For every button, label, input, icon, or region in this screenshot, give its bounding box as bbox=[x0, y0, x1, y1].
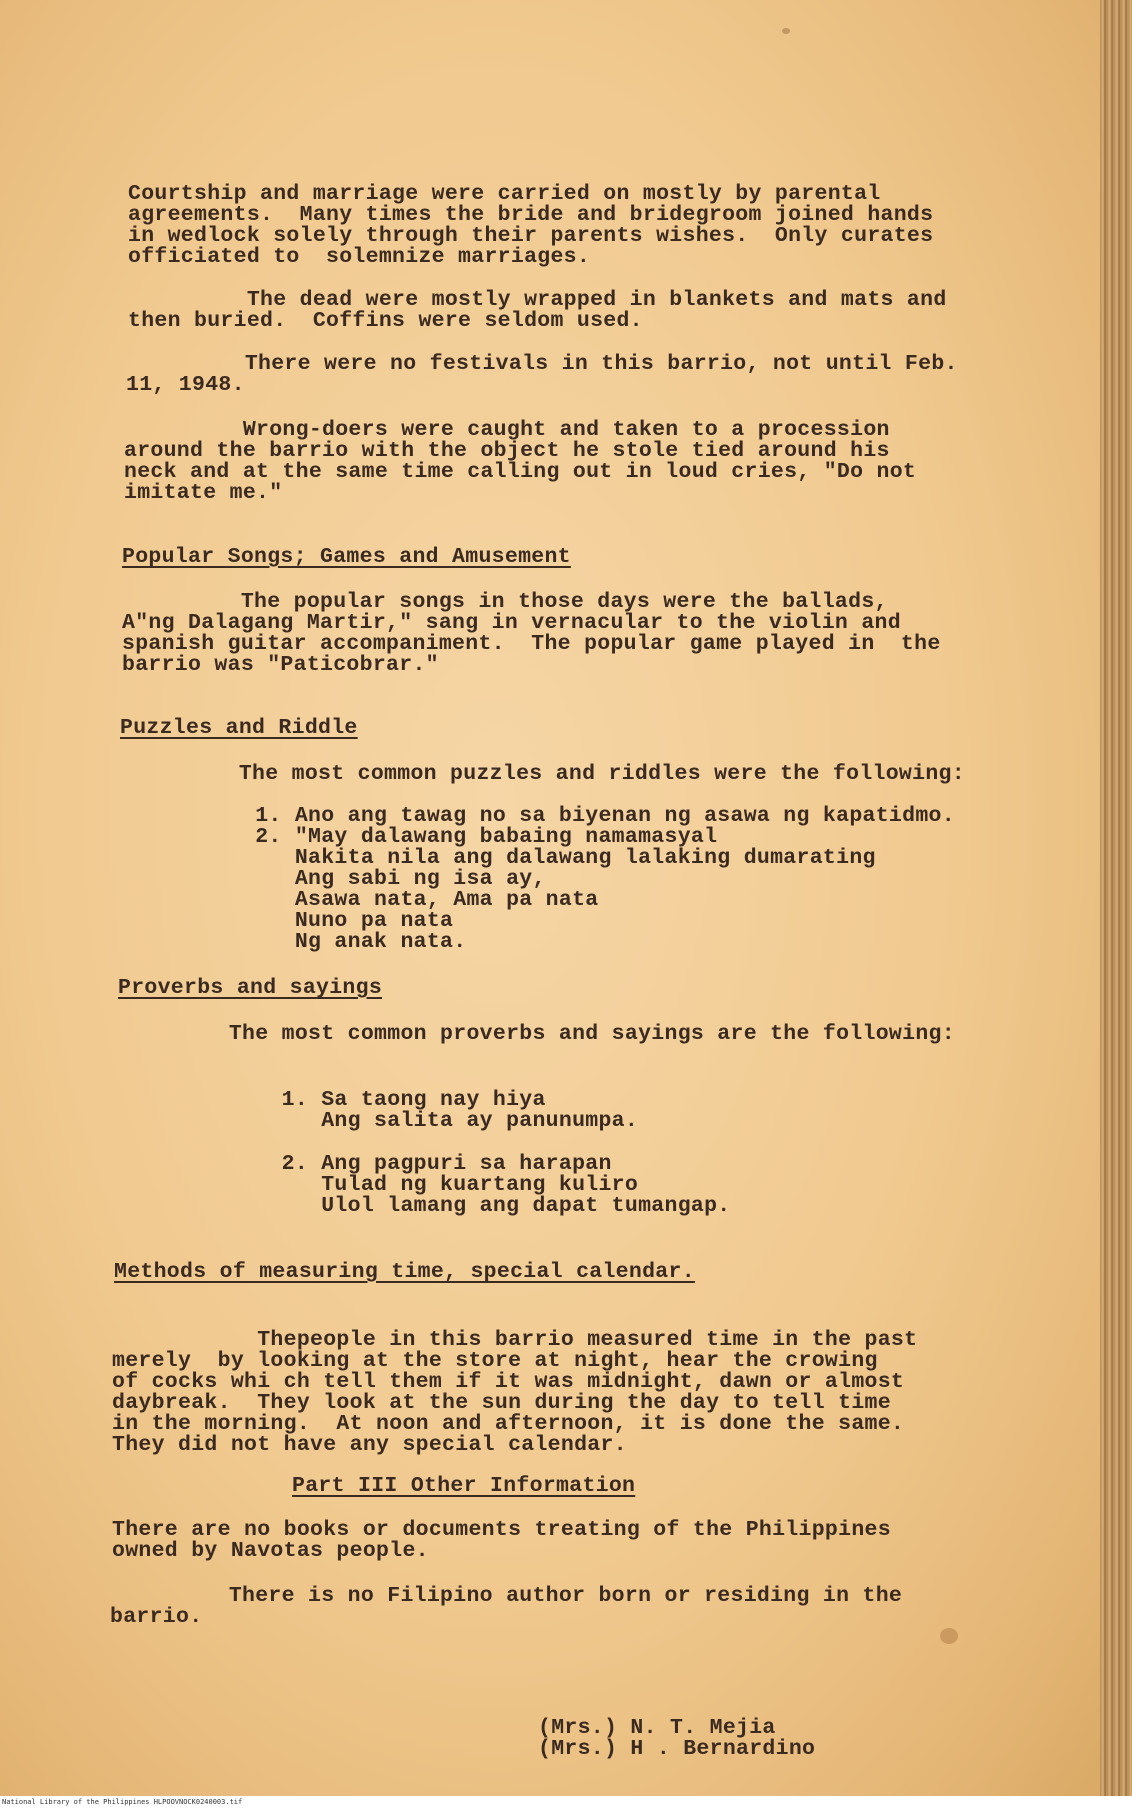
proverbs-intro: The most common proverbs and sayings are the following: bbox=[110, 1022, 955, 1046]
riddle-list: 1. Ano ang tawag no sa biyenan ng asawa ng kapatidmo. 2. "May dalawang babaing namamasyal Nakita nila ang dalawang lalaking dumarating Ang sabi ng isa ay, Asawa nata, Ama pa nata Nuno pa nata Ng anak nata. bbox=[255, 804, 955, 954]
puzzles-intro: The most common puzzles and riddles were the following: bbox=[120, 762, 965, 786]
heading-measuring-time: Methods of measuring time, special calendar. bbox=[114, 1260, 695, 1284]
paragraph-authors: There is no Filipino author born or residing in the barrio. bbox=[110, 1584, 903, 1629]
paragraph-books: There are no books or documents treating of the Philippines owned by Navotas people. bbox=[112, 1518, 891, 1563]
paragraph-burial: The dead were mostly wrapped in blankets and mats and then buried. Coffins were seldom used. bbox=[128, 288, 947, 333]
heading-proverbs: Proverbs and sayings bbox=[118, 976, 383, 1000]
paragraph-popular-songs: The popular songs in those days were the ballads, A"ng Dalagang Martir," sang in vernacular to the violin and spanish guitar accompaniment. The popular game played in the barrio was "Paticobrar." bbox=[122, 590, 941, 677]
proverb-item-1: 1. Sa taong nay hiya Ang salita ay panunumpa. bbox=[281, 1088, 639, 1133]
stain-mark bbox=[782, 28, 790, 34]
archive-footer: National Library of the Philippines HLPOOVNOCK0240003.tif bbox=[0, 1796, 1132, 1808]
stain-mark bbox=[940, 1628, 958, 1644]
heading-puzzles: Puzzles and Riddle bbox=[120, 716, 358, 740]
heading-part-three: Part III Other Information bbox=[292, 1474, 636, 1498]
paragraph-courtship: Courtship and marriage were carried on mostly by parental agreements. Many times the bride and bridegroom joined hands in wedlock solely through their parents wishes. Only curates officiated to solemnize marriages. bbox=[128, 182, 934, 269]
signature-block: (Mrs.) N. T. Mejia (Mrs.) H . Bernardino bbox=[538, 1716, 816, 1761]
paragraph-wrongdoers: Wrong-doers were caught and taken to a procession around the barrio with the object he stole tied around his neck and at the same time calling out in loud cries, "Do not imitate me." bbox=[124, 418, 917, 505]
proverb-item-2: 2. Ang pagpuri sa harapan Tulad ng kuartang kuliro Ulol lamang ang dapat tumangap. bbox=[281, 1152, 731, 1218]
paragraph-festivals: There were no festivals in this barrio, not until Feb. 11, 1948. bbox=[126, 352, 958, 397]
book-page-edge bbox=[1100, 0, 1132, 1796]
heading-popular-songs: Popular Songs; Games and Amusement bbox=[122, 545, 571, 569]
paragraph-measuring-time: Thepeople in this barrio measured time in the past merely by looking at the store at night, hear the crowing of cocks whi ch tell them if it was midnight, dawn or almost daybreak. They look at the sun during the day to tell time in the morning. At noon and afternoon, it is done the same. They did not have any special calendar. bbox=[112, 1328, 918, 1457]
